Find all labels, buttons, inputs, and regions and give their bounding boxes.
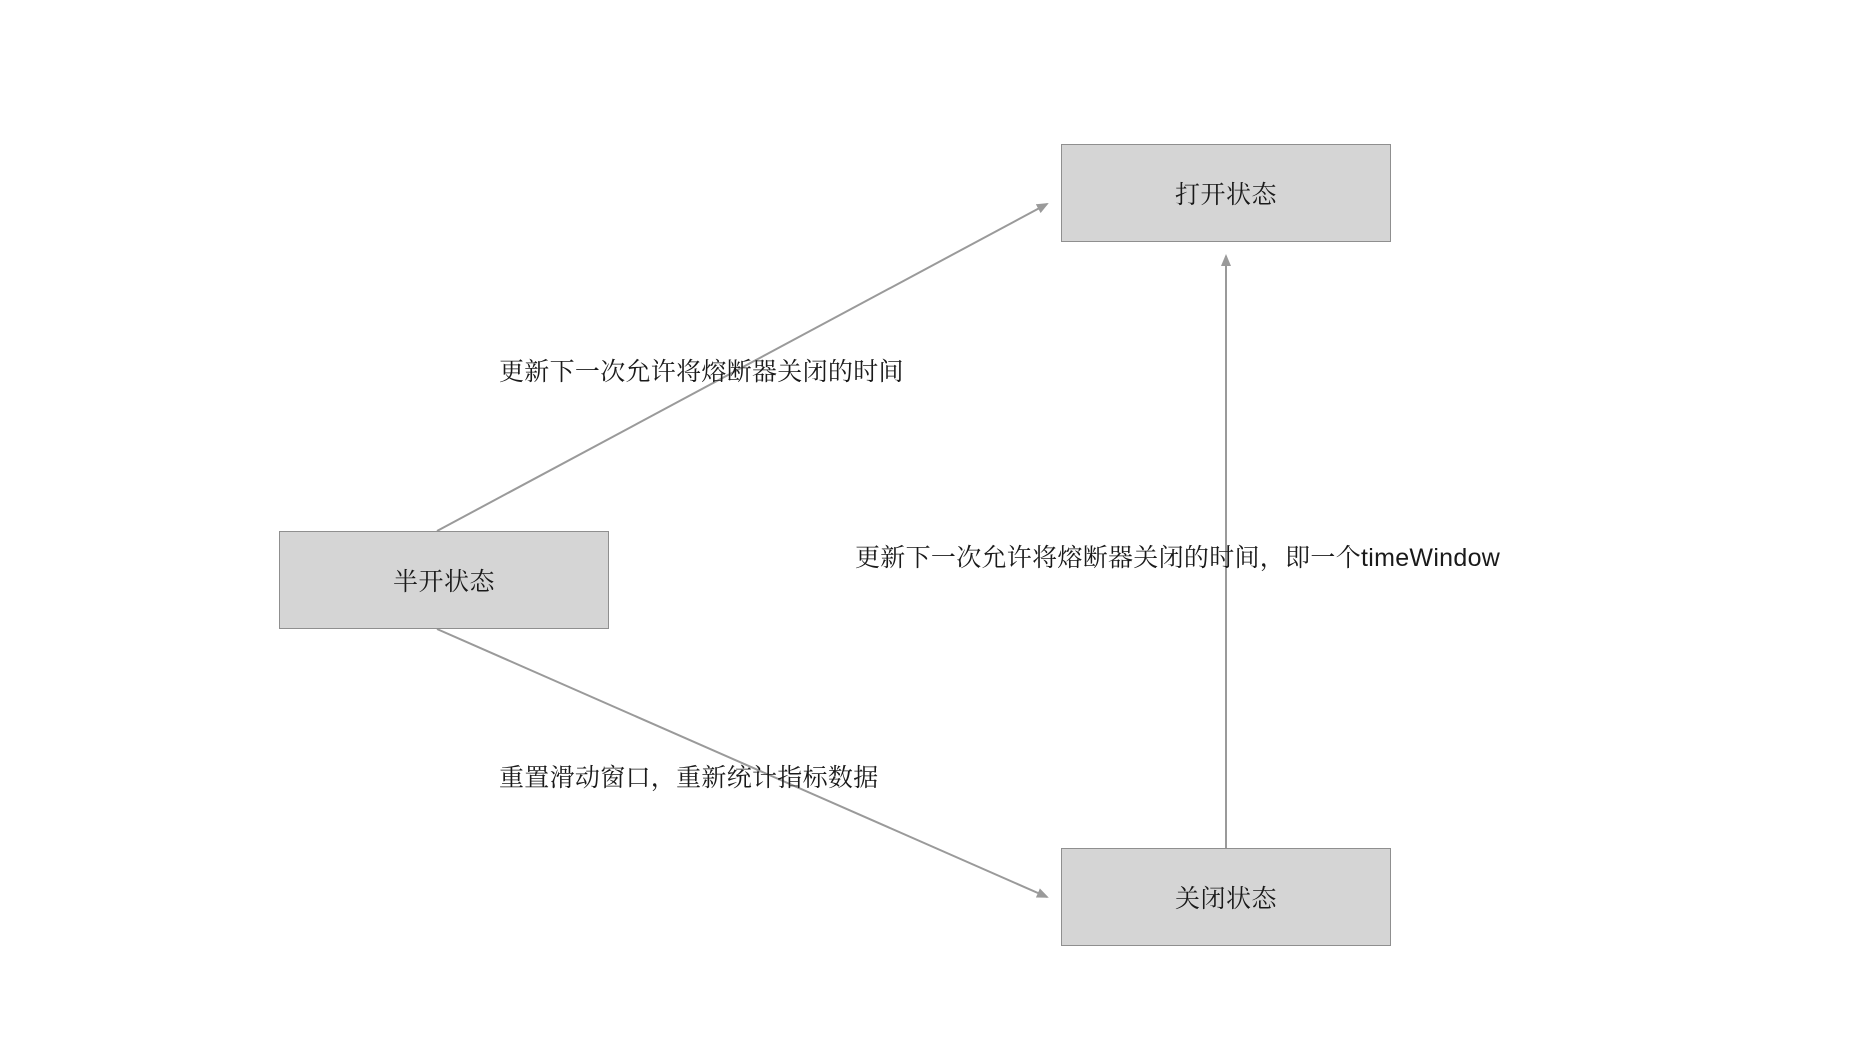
- edge-label-half-open-to-open: 更新下一次允许将熔断器关闭的时间: [499, 358, 904, 386]
- node-open[interactable]: [1061, 144, 1391, 242]
- edge-label-closed-to-open: 更新下一次允许将熔断器关闭的时间，即一个timeWindow: [855, 544, 1501, 572]
- node-closed-label: 关闭状态: [1174, 885, 1277, 913]
- node-closed[interactable]: [1061, 848, 1391, 946]
- node-half-open[interactable]: [279, 531, 609, 629]
- node-half-open-label: 半开状态: [392, 568, 495, 596]
- node-open-label: 打开状态: [1174, 181, 1277, 209]
- edge-label-half-open-to-closed: 重置滑动窗口，重新统计指标数据: [499, 764, 879, 792]
